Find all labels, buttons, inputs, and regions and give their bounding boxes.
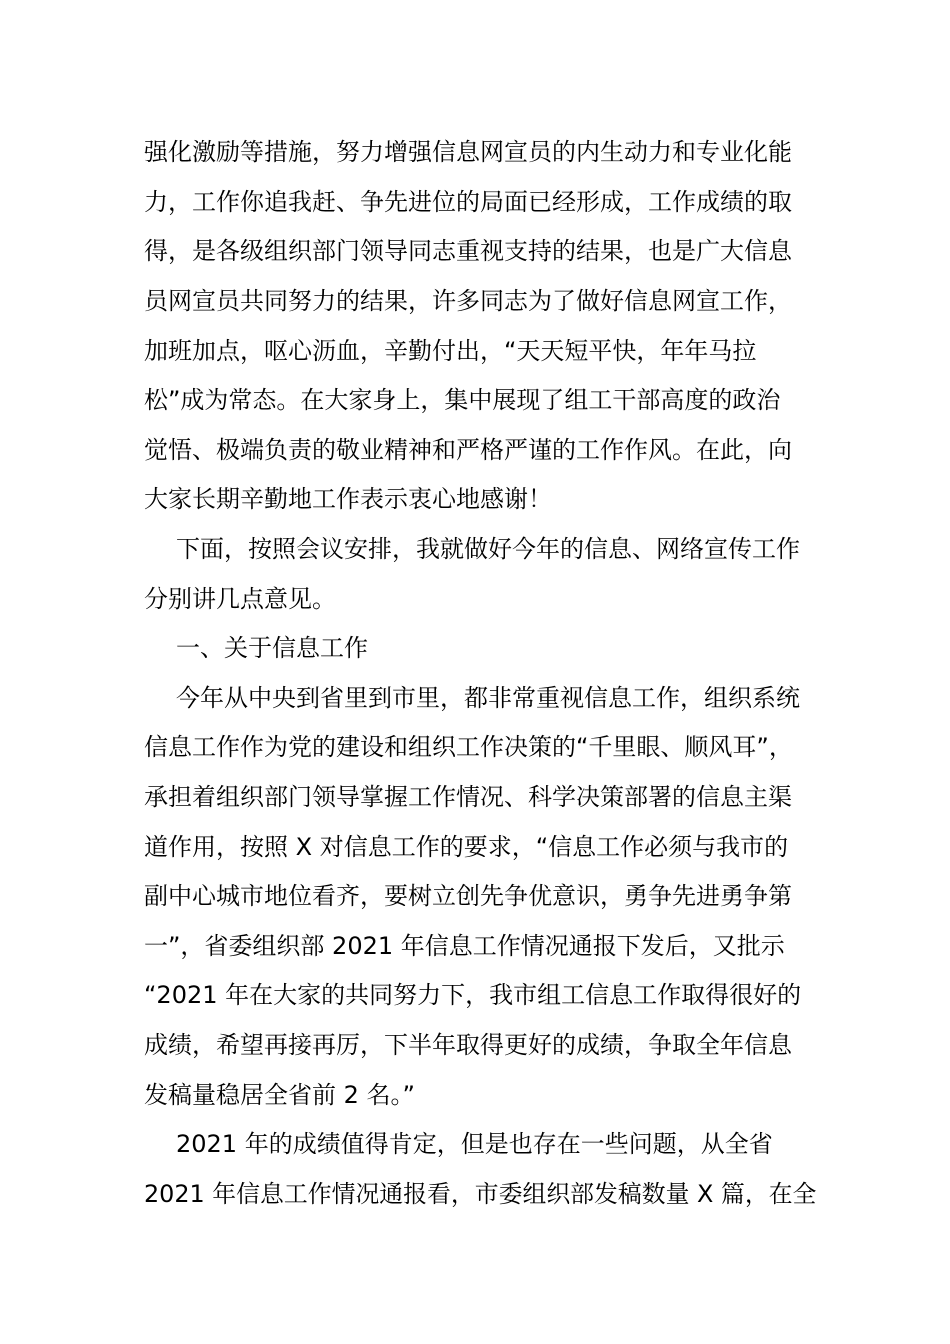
text-line: 力，工作你追我赶、争先进位的局面已经形成，工作成绩的取 (144, 188, 792, 216)
text-line: “2021 年在大家的共同努力下，我市组工信息工作取得很好的 (144, 981, 802, 1009)
paragraph-first-line: 下面，按照会议安排，我就做好今年的信息、网络宣传工作 (176, 535, 800, 563)
paragraph-first-line: 今年从中央到省里到市里，都非常重视信息工作，组织系统 (176, 684, 800, 712)
paragraph-first-line: 2021 年的成绩值得肯定，但是也存在一些问题，从全省 (176, 1130, 773, 1158)
text-line: 员网宣员共同努力的结果，许多同志为了做好信息网宣工作， (144, 287, 792, 315)
text-line: 大家长期辛勤地工作表示衷心地感谢！ (144, 485, 552, 513)
text-line: 一”，省委组织部 2021 年信息工作情况通报下发后，又批示 (144, 932, 785, 960)
text-line: 加班加点，呕心沥血，辛勤付出，“天天短平快，年年马拉 (144, 337, 757, 365)
text-line: 道作用，按照 X 对信息工作的要求，“信息工作必须与我市的 (144, 833, 789, 861)
text-line: 信息工作作为党的建设和组织工作决策的“千里眼、顺风耳”， (144, 733, 793, 761)
text-line: 2021 年信息工作情况通报看，市委组织部发稿数量 X 篇，在全 (144, 1180, 817, 1208)
text-line: 松”成为常态。在大家身上，集中展现了组工干部高度的政治 (144, 386, 781, 414)
text-line: 承担着组织部门领导掌握工作情况、科学决策部署的信息主渠 (144, 783, 792, 811)
text-line: 发稿量稳居全省前 2 名。” (144, 1081, 415, 1109)
text-line: 得，是各级组织部门领导同志重视支持的结果，也是广大信息 (144, 237, 792, 265)
text-line: 觉悟、极端负责的敬业精神和严格严谨的工作作风。在此，向 (144, 436, 792, 464)
section-heading: 一、关于信息工作 (176, 634, 368, 662)
text-line: 成绩，希望再接再厉，下半年取得更好的成绩，争取全年信息 (144, 1031, 792, 1059)
text-line: 副中心城市地位看齐，要树立创先争优意识，勇争先进勇争第 (144, 882, 792, 910)
text-line: 强化激励等措施，努力增强信息网宣员的内生动力和专业化能 (144, 138, 792, 166)
text-line: 分别讲几点意见。 (144, 585, 336, 613)
